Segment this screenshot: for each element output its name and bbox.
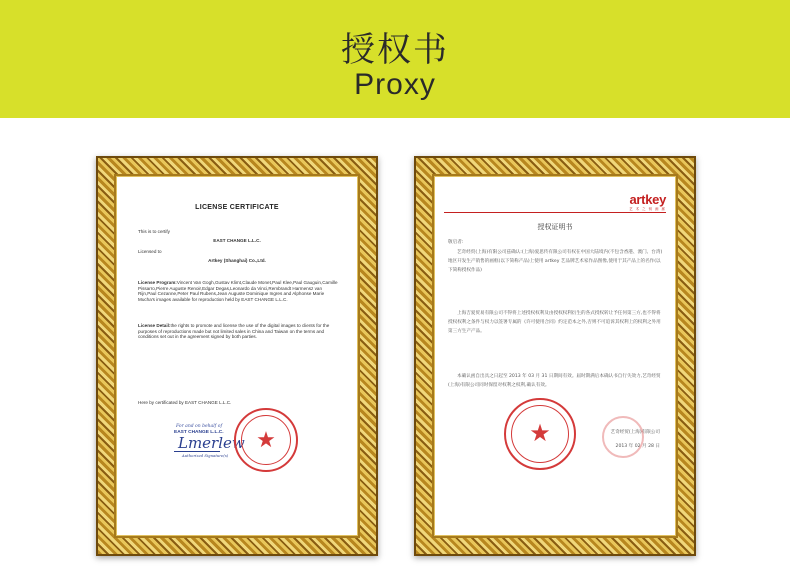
page-title-chinese: 授权书 <box>341 30 449 70</box>
gold-frame-left <box>96 156 378 556</box>
gold-frame-right <box>414 156 696 556</box>
red-company-seal-left <box>234 408 298 472</box>
license-detail-text <box>138 323 338 340</box>
greeting: 敬启者: <box>448 240 464 245</box>
paragraph-3: 本确认函自出具之日起至 2013 年 03 月 31 日期间有效。届时期满后本确认书自行失效力,艺奇经贸(上海)有限公司同时保留对权利之权利,确认有效。 <box>448 374 661 388</box>
paragraph-1: 艺奇经贸(上海)有限公司兹确认:(上海)爱思传有限公司有权在中国大陆境内(不包含香港、澳门、台湾)地区开发生产销售的画框(以下简称产品)上使用 artkey 艺品牌艺术家作品图像,使用于其产品上的名作(以下简称授权作品) <box>448 250 663 273</box>
signing-date: 2013 年 02 月 28 日 <box>615 444 660 449</box>
certificate-title: LICENSE CERTIFICATE <box>195 204 279 211</box>
licensed-value: Artkey (Shanghai) Co.,Ltd. <box>208 258 266 263</box>
handwritten-signature: Lmerlew <box>178 434 245 452</box>
artkey-logo: artkey <box>629 192 666 207</box>
red-company-seal-right <box>504 398 576 470</box>
signature-for-label: For and on behalf of <box>176 424 223 429</box>
page-title-english: Proxy <box>354 68 436 101</box>
license-program-label: License Program: <box>138 280 177 285</box>
faint-seal-right <box>602 416 644 458</box>
header-banner <box>0 0 790 118</box>
license-program-value: Vincent Van Gogh,Gustav Klimt,Claude Monet,Paul Klee,Paul Gauguin,Camille Pissarro,Pierre Auguste Renoir,Edgar Degas,Leonardo da Vinci,Rembrandt Harmensz van Rijn,Paul Cezanne,Peter Paul Rubens,Jean Auguste Dominique Ingres and Alphonse Marie Mucha's images available for reproduction held by EAST CHANGE L.L.C. <box>138 280 338 302</box>
star-icon: ★ <box>529 420 551 447</box>
letterhead-divider <box>444 212 666 213</box>
authorization-certificate-document <box>432 174 678 538</box>
licensed-label: Licensed to <box>138 249 162 254</box>
certified-by-text: Here by certificated by EAST CHANGE L.L.C. <box>138 400 232 405</box>
signature-company: EAST CHANGE L.L.C. <box>174 430 224 435</box>
certify-label: This is to certify <box>138 229 170 234</box>
license-certificate-document <box>114 174 360 538</box>
certify-value: EAST CHANGE L.L.C. <box>213 238 261 243</box>
signature-role: Authorized Signature(s) <box>182 453 229 458</box>
certificate-title-chinese: 授权证明书 <box>537 223 573 231</box>
star-icon: ★ <box>256 427 276 452</box>
license-detail-value: the rights to promote and license the use of the digital images to clients for the purposes of reproductions made but not limited sales in China and Taiwan on the terms and conditions set out in the agreement signed by both parties. <box>138 323 330 340</box>
paragraph-2: 上海吉爱贸易有限公司不得将上述授权权利及由授权权利衍生的各式授权转让予任何第三方,也不得将授权权利之条件与权力以签署专属的《许可使用合同》约定范本之外,否则不可追诉其权利上的权利之外用第三方生产产品。 <box>448 311 661 334</box>
license-program-text <box>138 280 338 302</box>
license-detail-label: License Detail: <box>138 323 171 328</box>
signing-company: 艺奇经贸(上海)有限公司 <box>610 430 660 435</box>
signature-line <box>174 451 220 452</box>
artkey-logo-subtitle: 艺 术 之 钥 画 廊 <box>629 207 666 211</box>
